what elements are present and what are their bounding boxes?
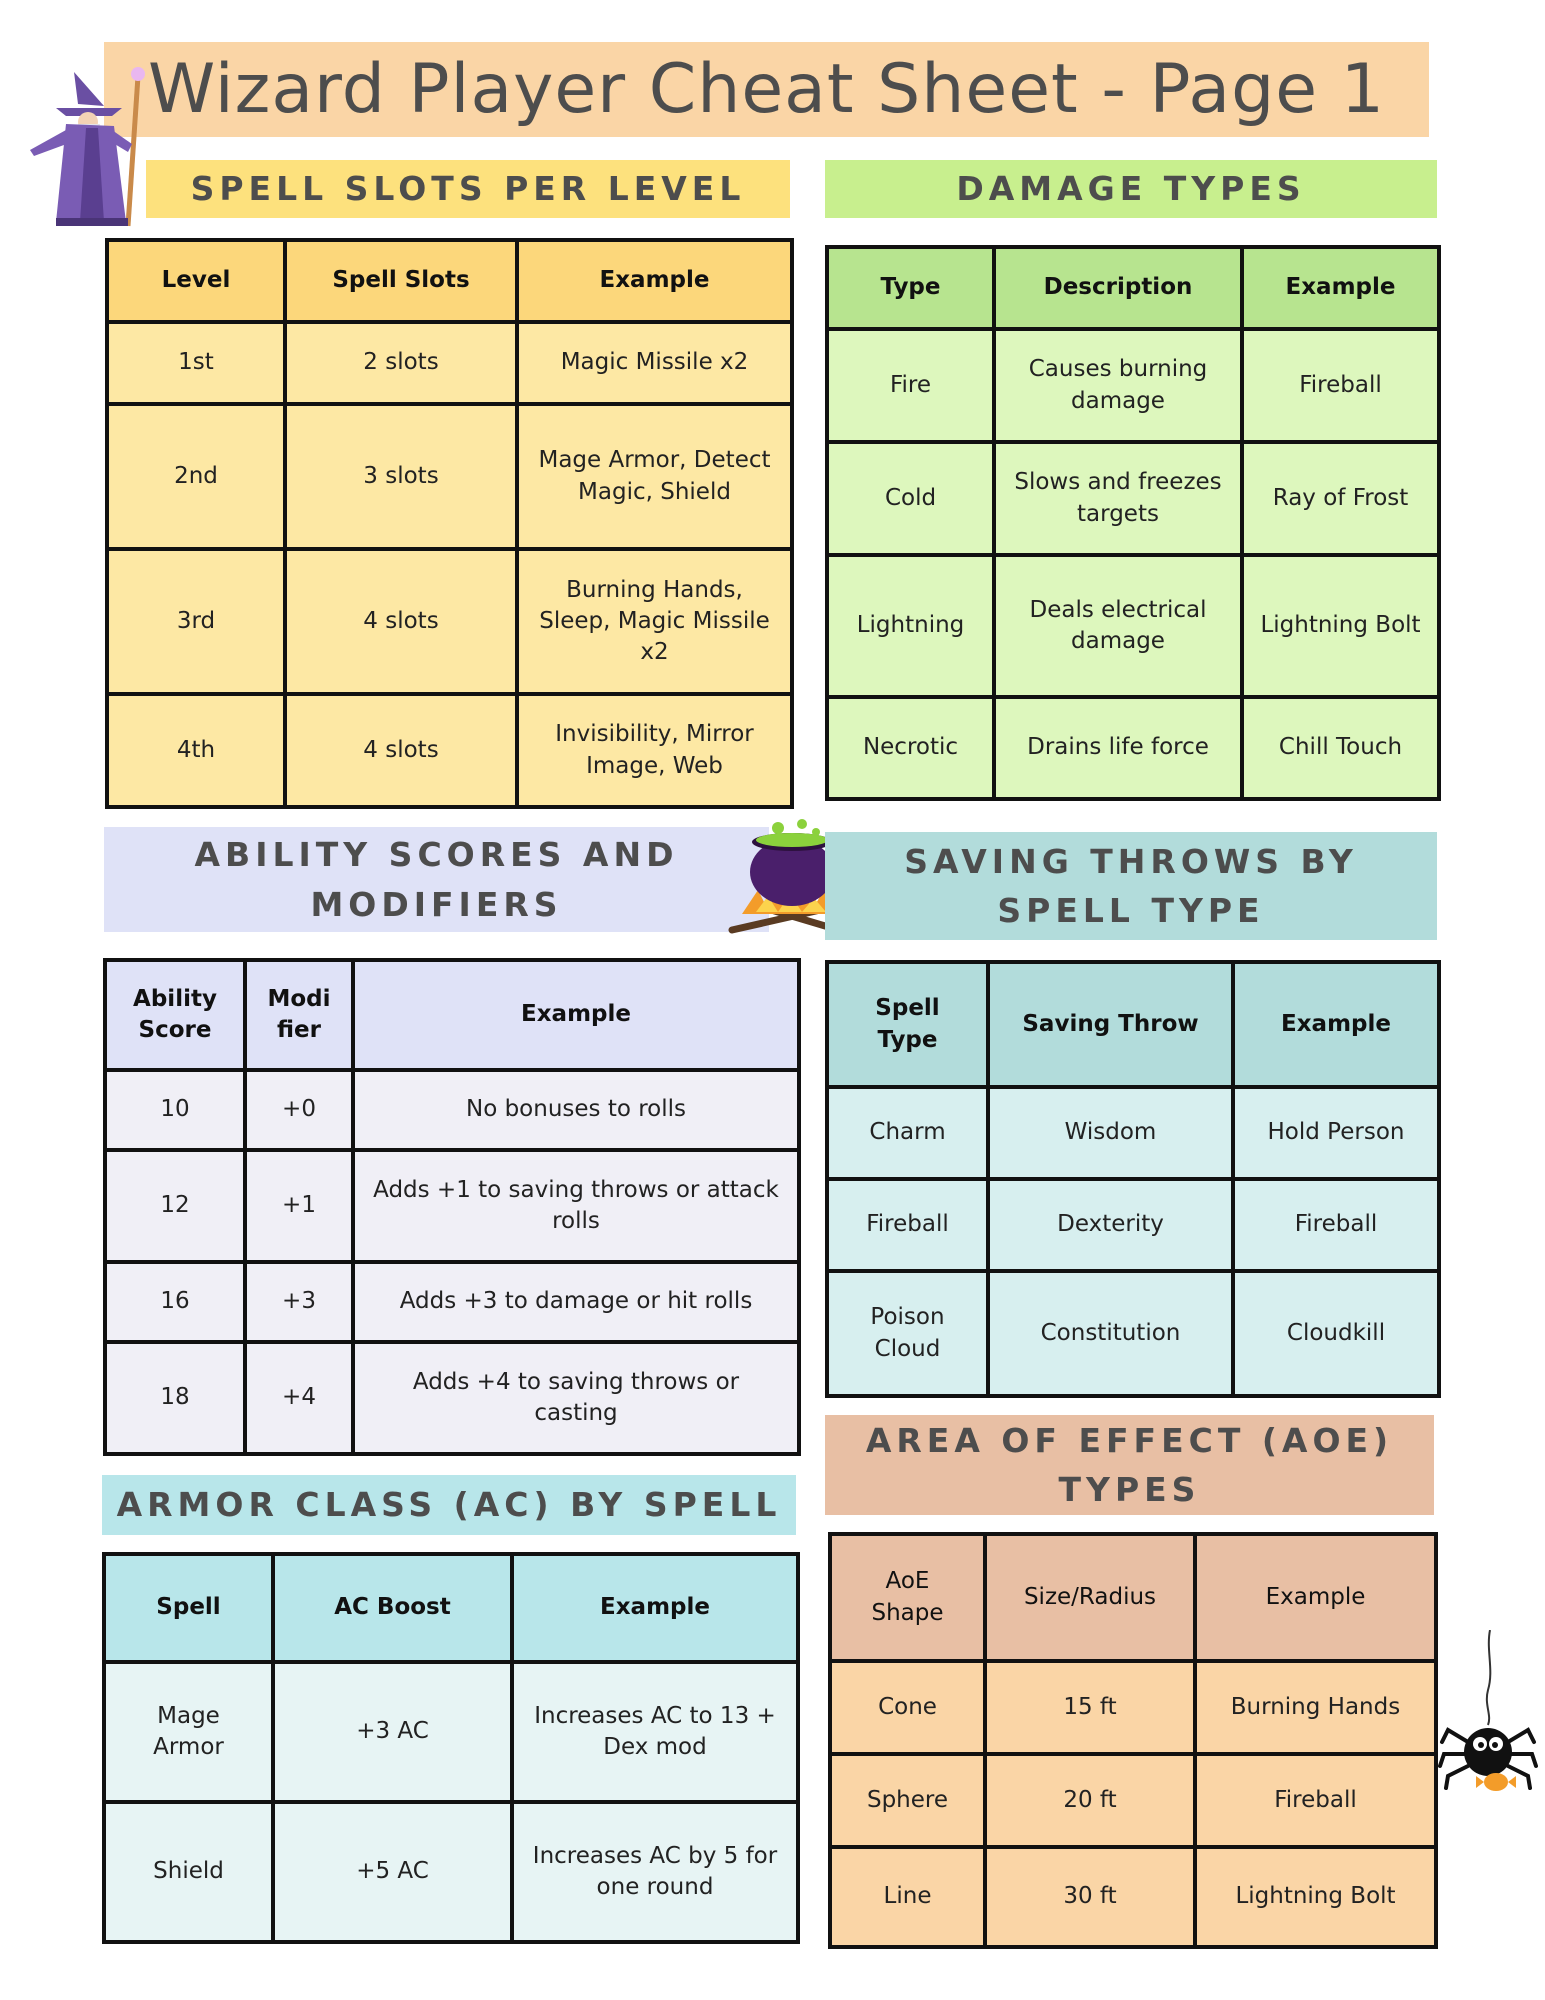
cell: 16 — [105, 1262, 245, 1342]
armor-class-table — [102, 1552, 800, 1944]
cell: Increases AC to 13 + Dex mod — [512, 1662, 798, 1802]
column-header: Type — [827, 247, 994, 329]
cell: 15 ft — [985, 1661, 1195, 1754]
cell: Charm — [827, 1087, 988, 1179]
cell: Lightning Bolt — [1242, 555, 1439, 697]
column-header: Example — [1195, 1534, 1436, 1661]
cell: Invisibility, Mirror Image, Web — [517, 694, 792, 807]
cell: Slows and freezes targets — [994, 442, 1242, 555]
table-row — [104, 1662, 798, 1802]
cell: Ray of Frost — [1242, 442, 1439, 555]
cell: +3 AC — [273, 1662, 512, 1802]
cell: 2nd — [107, 404, 285, 549]
cell: Sphere — [830, 1754, 985, 1847]
cell: Fireball — [1242, 329, 1439, 442]
cell: Lightning — [827, 555, 994, 697]
table-row — [830, 1754, 1436, 1847]
cell: Lightning Bolt — [1195, 1847, 1436, 1947]
armor-class-header: ARMOR CLASS (AC) BY SPELL — [102, 1475, 796, 1535]
aoe-types-header: AREA OF EFFECT (AOE) TYPES — [825, 1415, 1434, 1515]
column-header: Modi fier — [245, 960, 353, 1070]
cell: Cloudkill — [1233, 1271, 1439, 1396]
cell: Burning Hands — [1195, 1661, 1436, 1754]
page-title: Wizard Player Cheat Sheet - Page 1 — [148, 50, 1385, 129]
title-banner — [104, 42, 1429, 137]
table-row — [827, 329, 1439, 442]
column-header: Example — [1233, 962, 1439, 1087]
cell: 10 — [105, 1070, 245, 1150]
spell-slots-header: SPELL SLOTS PER LEVEL — [146, 160, 790, 218]
table-row — [830, 1661, 1436, 1754]
cell: 12 — [105, 1150, 245, 1262]
column-header: Spell — [104, 1554, 273, 1662]
table-row — [830, 1847, 1436, 1947]
table-row — [105, 1262, 799, 1342]
cell: Drains life force — [994, 697, 1242, 799]
cell: Chill Touch — [1242, 697, 1439, 799]
spell-slots-table — [105, 238, 794, 809]
table-row — [107, 322, 792, 404]
cell: Cone — [830, 1661, 985, 1754]
cell: Increases AC by 5 for one round — [512, 1802, 798, 1942]
table-row — [827, 442, 1439, 555]
cell: Fireball — [827, 1179, 988, 1271]
table-row — [107, 404, 792, 549]
ability-scores-table — [103, 958, 801, 1456]
table-row — [827, 697, 1439, 799]
cell: Fire — [827, 329, 994, 442]
cell: Deals electrical damage — [994, 555, 1242, 697]
cell: 4th — [107, 694, 285, 807]
table-row — [107, 694, 792, 807]
cell: Burning Hands, Sleep, Magic Missile x2 — [517, 549, 792, 694]
cell: Magic Missile x2 — [517, 322, 792, 404]
cell: 30 ft — [985, 1847, 1195, 1947]
column-header: Spell Slots — [285, 240, 517, 322]
column-header: Example — [353, 960, 799, 1070]
cell: Cold — [827, 442, 994, 555]
cell: 2 slots — [285, 322, 517, 404]
cell: Shield — [104, 1802, 273, 1942]
aoe-types-table — [828, 1532, 1438, 1949]
cell: Wisdom — [988, 1087, 1233, 1179]
cell: Constitution — [988, 1271, 1233, 1396]
cell: 20 ft — [985, 1754, 1195, 1847]
column-header: Example — [1242, 247, 1439, 329]
column-header: Size/Radius — [985, 1534, 1195, 1661]
table-row — [827, 555, 1439, 697]
cell: +0 — [245, 1070, 353, 1150]
column-header: Ability Score — [105, 960, 245, 1070]
column-header: Example — [517, 240, 792, 322]
cell: Dexterity — [988, 1179, 1233, 1271]
cell: 3rd — [107, 549, 285, 694]
table-row — [105, 1070, 799, 1150]
cell: 4 slots — [285, 549, 517, 694]
cell: 3 slots — [285, 404, 517, 549]
column-header: Saving Throw — [988, 962, 1233, 1087]
table-row — [107, 549, 792, 694]
cell: Fireball — [1233, 1179, 1439, 1271]
cell: +5 AC — [273, 1802, 512, 1942]
table-row — [827, 1271, 1439, 1396]
damage-types-header: DAMAGE TYPES — [825, 160, 1437, 218]
cell: Line — [830, 1847, 985, 1947]
table-row — [105, 1150, 799, 1262]
table-row — [827, 1087, 1439, 1179]
ability-scores-header: ABILITY SCORES AND MODIFIERS — [104, 827, 769, 932]
cell: Adds +3 to damage or hit rolls — [353, 1262, 799, 1342]
table-row — [104, 1802, 798, 1942]
spider-icon — [1438, 1630, 1538, 1810]
cell: +4 — [245, 1342, 353, 1454]
table-row — [105, 1342, 799, 1454]
saving-throws-header: SAVING THROWS BY SPELL TYPE — [825, 832, 1437, 940]
cell: 18 — [105, 1342, 245, 1454]
cell: Adds +4 to saving throws or casting — [353, 1342, 799, 1454]
cell: Hold Person — [1233, 1087, 1439, 1179]
cell: Causes burning damage — [994, 329, 1242, 442]
column-header: Spell Type — [827, 962, 988, 1087]
saving-throws-table — [825, 960, 1441, 1398]
cell: Mage Armor, Detect Magic, Shield — [517, 404, 792, 549]
column-header: Example — [512, 1554, 798, 1662]
table-row — [827, 1179, 1439, 1271]
cell: 1st — [107, 322, 285, 404]
column-header: AoE Shape — [830, 1534, 985, 1661]
cell: +3 — [245, 1262, 353, 1342]
cell: Mage Armor — [104, 1662, 273, 1802]
cell: Adds +1 to saving throws or attack rolls — [353, 1150, 799, 1262]
column-header: AC Boost — [273, 1554, 512, 1662]
damage-types-table — [825, 245, 1441, 801]
cell: 4 slots — [285, 694, 517, 807]
cell: +1 — [245, 1150, 353, 1262]
wizard-illustration — [16, 64, 146, 229]
column-header: Level — [107, 240, 285, 322]
cell: Necrotic — [827, 697, 994, 799]
column-header: Description — [994, 247, 1242, 329]
cell: Fireball — [1195, 1754, 1436, 1847]
cell: Poison Cloud — [827, 1271, 988, 1396]
cell: No bonuses to rolls — [353, 1070, 799, 1150]
